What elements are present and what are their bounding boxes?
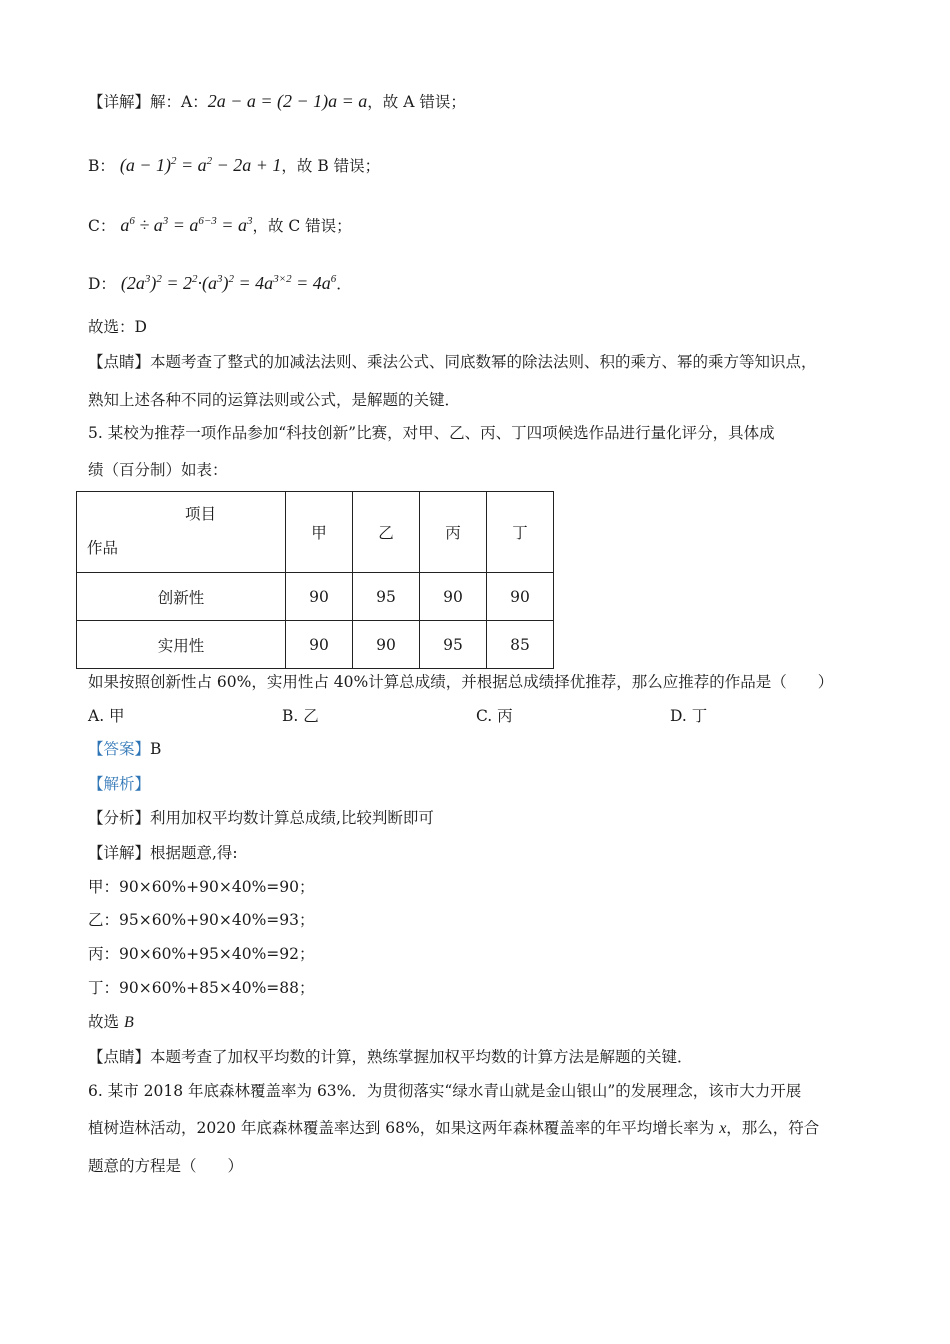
- table-diagonal-header: [77, 492, 286, 573]
- math-d: $(2a^3)^2 = 2^2\cdot(a^3)^2 = 4a^{3\times 2} = 4a^6$: [120, 273, 337, 293]
- remark-4-line2: 熟知上述各种不同的运算法则或公式，是解题的关键．: [88, 391, 461, 409]
- q5-question: 如果按照创新性占 60%，实用性占 40%计算总成绩，并根据总成绩择优推荐，那么应推荐的作品是（ ）: [88, 673, 834, 691]
- header-work: 作品: [87, 539, 119, 557]
- q5-stem-line2: 绩（百分制）如表：: [88, 461, 228, 479]
- choice-letter: B: [123, 1014, 134, 1031]
- header-project: 项目: [185, 505, 217, 523]
- table-cell: 90: [286, 621, 353, 669]
- option-b[interactable]: B. 乙: [282, 707, 319, 725]
- answer-label: 【答案】: [88, 740, 151, 758]
- option-c[interactable]: C. 丙: [476, 707, 513, 725]
- detail-d-line: [88, 268, 352, 295]
- table-cell: 90: [420, 573, 487, 621]
- detail-b-line: [88, 150, 380, 177]
- calc-line: 甲：90×60%+90×40%=90；: [88, 878, 315, 896]
- remark-4-line1: 【点睛】本题考查了整式的加减法法则、乘法公式、同底数幂的除法法则、积的乘方、幂的乘方等知识点，: [88, 353, 817, 371]
- column-header: 丁: [487, 492, 554, 573]
- detail-c-label: C：: [88, 217, 116, 235]
- q5-stem-line1: 5. 某校为推荐一项作品参加“科技创新”比赛，对甲、乙、丙、丁四项候选作品进行量化评分，具体成: [88, 424, 775, 442]
- calc-line: 丙：90×60%+95×40%=92；: [88, 945, 315, 963]
- answer-line: [88, 738, 161, 760]
- table-cell: 95: [353, 573, 420, 621]
- math-b: $(a - 1)^2 = a^2 - 2a + 1$: [119, 155, 282, 175]
- table-cell: 95: [420, 621, 487, 669]
- table-row: [77, 621, 554, 669]
- column-header: 甲: [286, 492, 353, 573]
- analysis-text: 【分析】利用加权平均数计算总成绩,比较判断即可: [88, 809, 434, 827]
- q5-options: [88, 704, 888, 726]
- score-table: [76, 491, 554, 669]
- detail-c-line: [88, 210, 352, 237]
- detail-b-tail: ，故 B 错误；: [281, 157, 381, 175]
- detail-b-label: B：: [88, 157, 115, 175]
- table-row: [77, 573, 554, 621]
- table-header-row: [77, 492, 554, 573]
- detail-d-tail: ．: [336, 275, 352, 293]
- detail-d-label: D：: [88, 275, 116, 293]
- table-cell: 85: [487, 621, 554, 669]
- table-cell: 90: [286, 573, 353, 621]
- q6-stem-line3: 题意的方程是（ ）: [88, 1157, 244, 1175]
- remark-5: 【点睛】本题考查了加权平均数的计算，熟练掌握加权平均数的计算方法是解题的关键．: [88, 1048, 693, 1066]
- calc-line: 乙：95×60%+90×40%=93；: [88, 911, 315, 929]
- detail-a-tail: ，故 A 错误；: [367, 93, 466, 111]
- table-cell: 90: [353, 621, 420, 669]
- detail-a-line: [88, 90, 466, 113]
- table-cell: 90: [487, 573, 554, 621]
- q6-stem-line1: 6. 某市 2018 年底森林覆盖率为 63%．为贯彻落实“绿水青山就是金山银山”的发展理念，该市大力开展: [88, 1082, 802, 1100]
- diagonal-line: [77, 492, 285, 572]
- row-label: 实用性: [77, 621, 286, 669]
- detail-c-tail: ，故 C 错误；: [252, 217, 352, 235]
- column-header: 乙: [353, 492, 420, 573]
- choice-5: 故选 B: [88, 1013, 134, 1031]
- math-c: $a^6 \div a^3 = a^{6-3} = a^3$: [120, 215, 253, 235]
- q6-stem-line2: 植树造林活动，2020 年底森林覆盖率达到 68%，如果这两年森林覆盖率的年平均增长率为 x，那么，符合: [88, 1119, 820, 1137]
- column-header: 丙: [420, 492, 487, 573]
- math-a: 2a − a = (2 − 1)a = a: [207, 91, 368, 111]
- detail-intro-5: 【详解】根据题意,得:: [88, 844, 238, 862]
- calc-line: 丁：90×60%+85×40%=88；: [88, 979, 315, 997]
- analysis-label: 【解析】: [88, 775, 151, 793]
- option-a[interactable]: A. 甲: [88, 707, 125, 725]
- variable-x: x: [719, 1120, 727, 1137]
- option-d[interactable]: D. 丁: [670, 707, 708, 725]
- diagonal-stroke: [77, 492, 285, 572]
- detail-intro: 【详解】解：A：: [88, 93, 208, 111]
- answer-value: B: [150, 740, 162, 758]
- choice-4: 故选：D: [88, 318, 147, 336]
- row-label: 创新性: [77, 573, 286, 621]
